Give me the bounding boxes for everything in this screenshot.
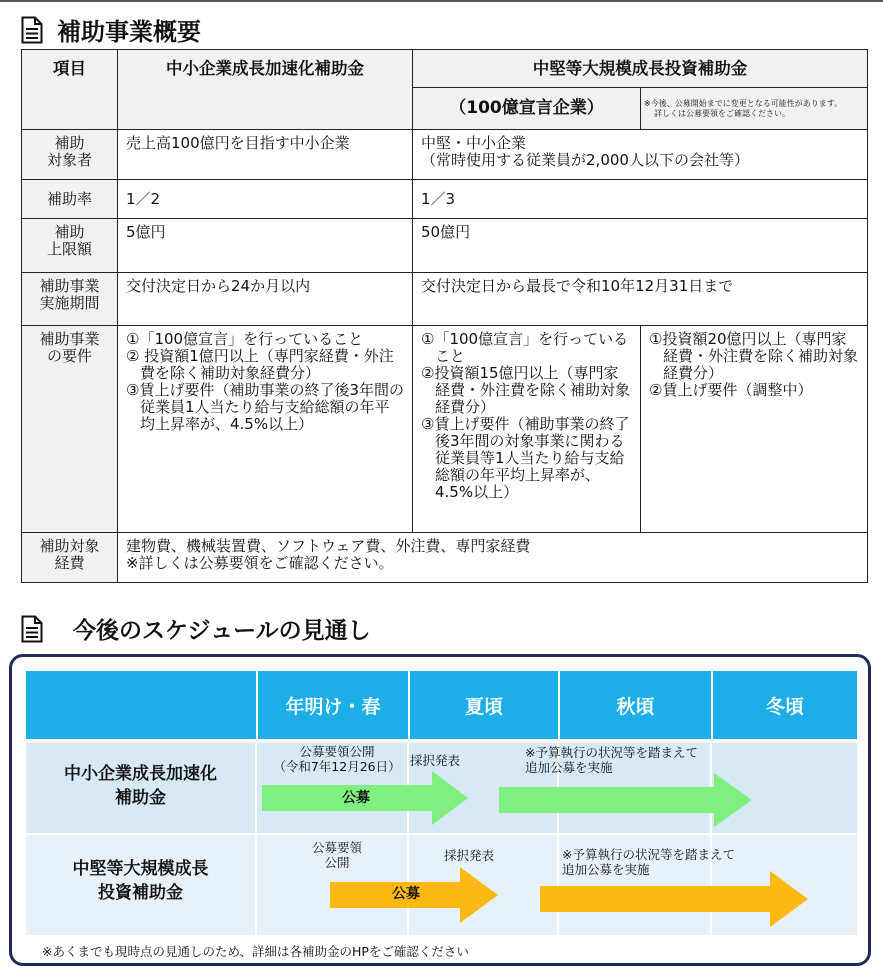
divider (255, 743, 257, 935)
period-autumn: 秋頃 (558, 671, 711, 739)
row-label-midsize: 中堅等大規模成長 投資補助金 (72, 859, 209, 903)
schedule-header (26, 671, 857, 739)
document-icon (21, 16, 43, 44)
period-summer: 夏頃 (408, 671, 558, 739)
extra-arrow-growth (499, 773, 752, 827)
row-requirements: 補助事業 の要件 ①「100億宣言」を行っていること ② 投資額1億円以上（専門家経費・外注費を除く補助対象経費分） ③賃上げ要件（補助事業の終了後3年間の従業員1人当たり給与支給総額の年平均上昇率が、4.5%以上） ①「100億宣言」を行っていること ②投資額15億円以上（専門家経費・外注費を除く補助対象経費分） ③賃上げ要件（補助事業の終了後3年間の対象事業に関わる従業員等1人当たり給与支給総額の年平均上昇率が、4.5%以上） ①投資額20億円以上（専門家経費・外注費を除く補助対象経費分） ②賃上げ要件（調整中） (22, 326, 868, 533)
header-subsidy-b-sub: （100億宣言企業） (413, 88, 641, 130)
schedule-panel (9, 654, 871, 966)
schedule-footnote: ※あくまでも現時点の見通しのため、詳細は各補助金のHPをご確認ください (42, 944, 469, 959)
recruit-label-growth: 公募 (342, 790, 370, 806)
row-cost: 補助対象 経費 建物費、機械装置費、ソフトウェア費、外注費、専門家経費 ※詳しくは公募要領をご確認ください。 (22, 533, 868, 583)
recruit-label-midsize: 公募 (392, 886, 420, 902)
row-label-growth: 中小企業成長加速化 補助金 (64, 764, 217, 808)
adoption-midsize: 採択発表 (444, 848, 495, 863)
section-title-schedule: 今後のスケジュールの見通し (21, 612, 371, 645)
row-limit: 補助 上限額 5億円 50億円 (22, 219, 868, 273)
period-spring: 年明け・春 (256, 671, 408, 739)
header-item: 項目 (22, 50, 118, 130)
announce-midsize: 公募要領 公開 (311, 840, 362, 870)
adoption-growth: 採択発表 (410, 753, 461, 768)
top-rule (0, 0, 883, 2)
section-title-overview: 補助事業概要 (21, 12, 201, 47)
period-winter: 冬頃 (711, 671, 857, 739)
row-period: 補助事業 実施期間 交付決定日から24か月以内 交付決定日から最長で令和10年12月31日まで (22, 273, 868, 326)
announce-growth: 公募要領公開 （令和7年12月26日） (273, 744, 401, 774)
summary-table (21, 49, 868, 583)
row-rate: 補助率 1／2 1／3 (22, 180, 868, 219)
row-target: 補助 対象者 売上高100億円を目指す中小企業 中堅・中小企業 （常時使用する従業員が2,000人以下の会社等） (22, 130, 868, 180)
extra-recruit-midsize: ※予算執行の状況等を踏まえて 追加公募を実施 (562, 847, 735, 877)
extra-arrow-midsize (540, 871, 808, 927)
extra-recruit-growth: ※予算執行の状況等を踏まえて 追加公募を実施 (525, 745, 698, 775)
header-subsidy-b: 中堅等大規模成長投資補助金 (413, 50, 868, 88)
header-note: ※今後、公募開始までに変更となる可能性があります。 詳しくは公募要領をご確認ください。 (641, 88, 868, 130)
document-icon (21, 615, 43, 643)
header-subsidy-a: 中小企業成長加速化補助金 (118, 50, 413, 130)
